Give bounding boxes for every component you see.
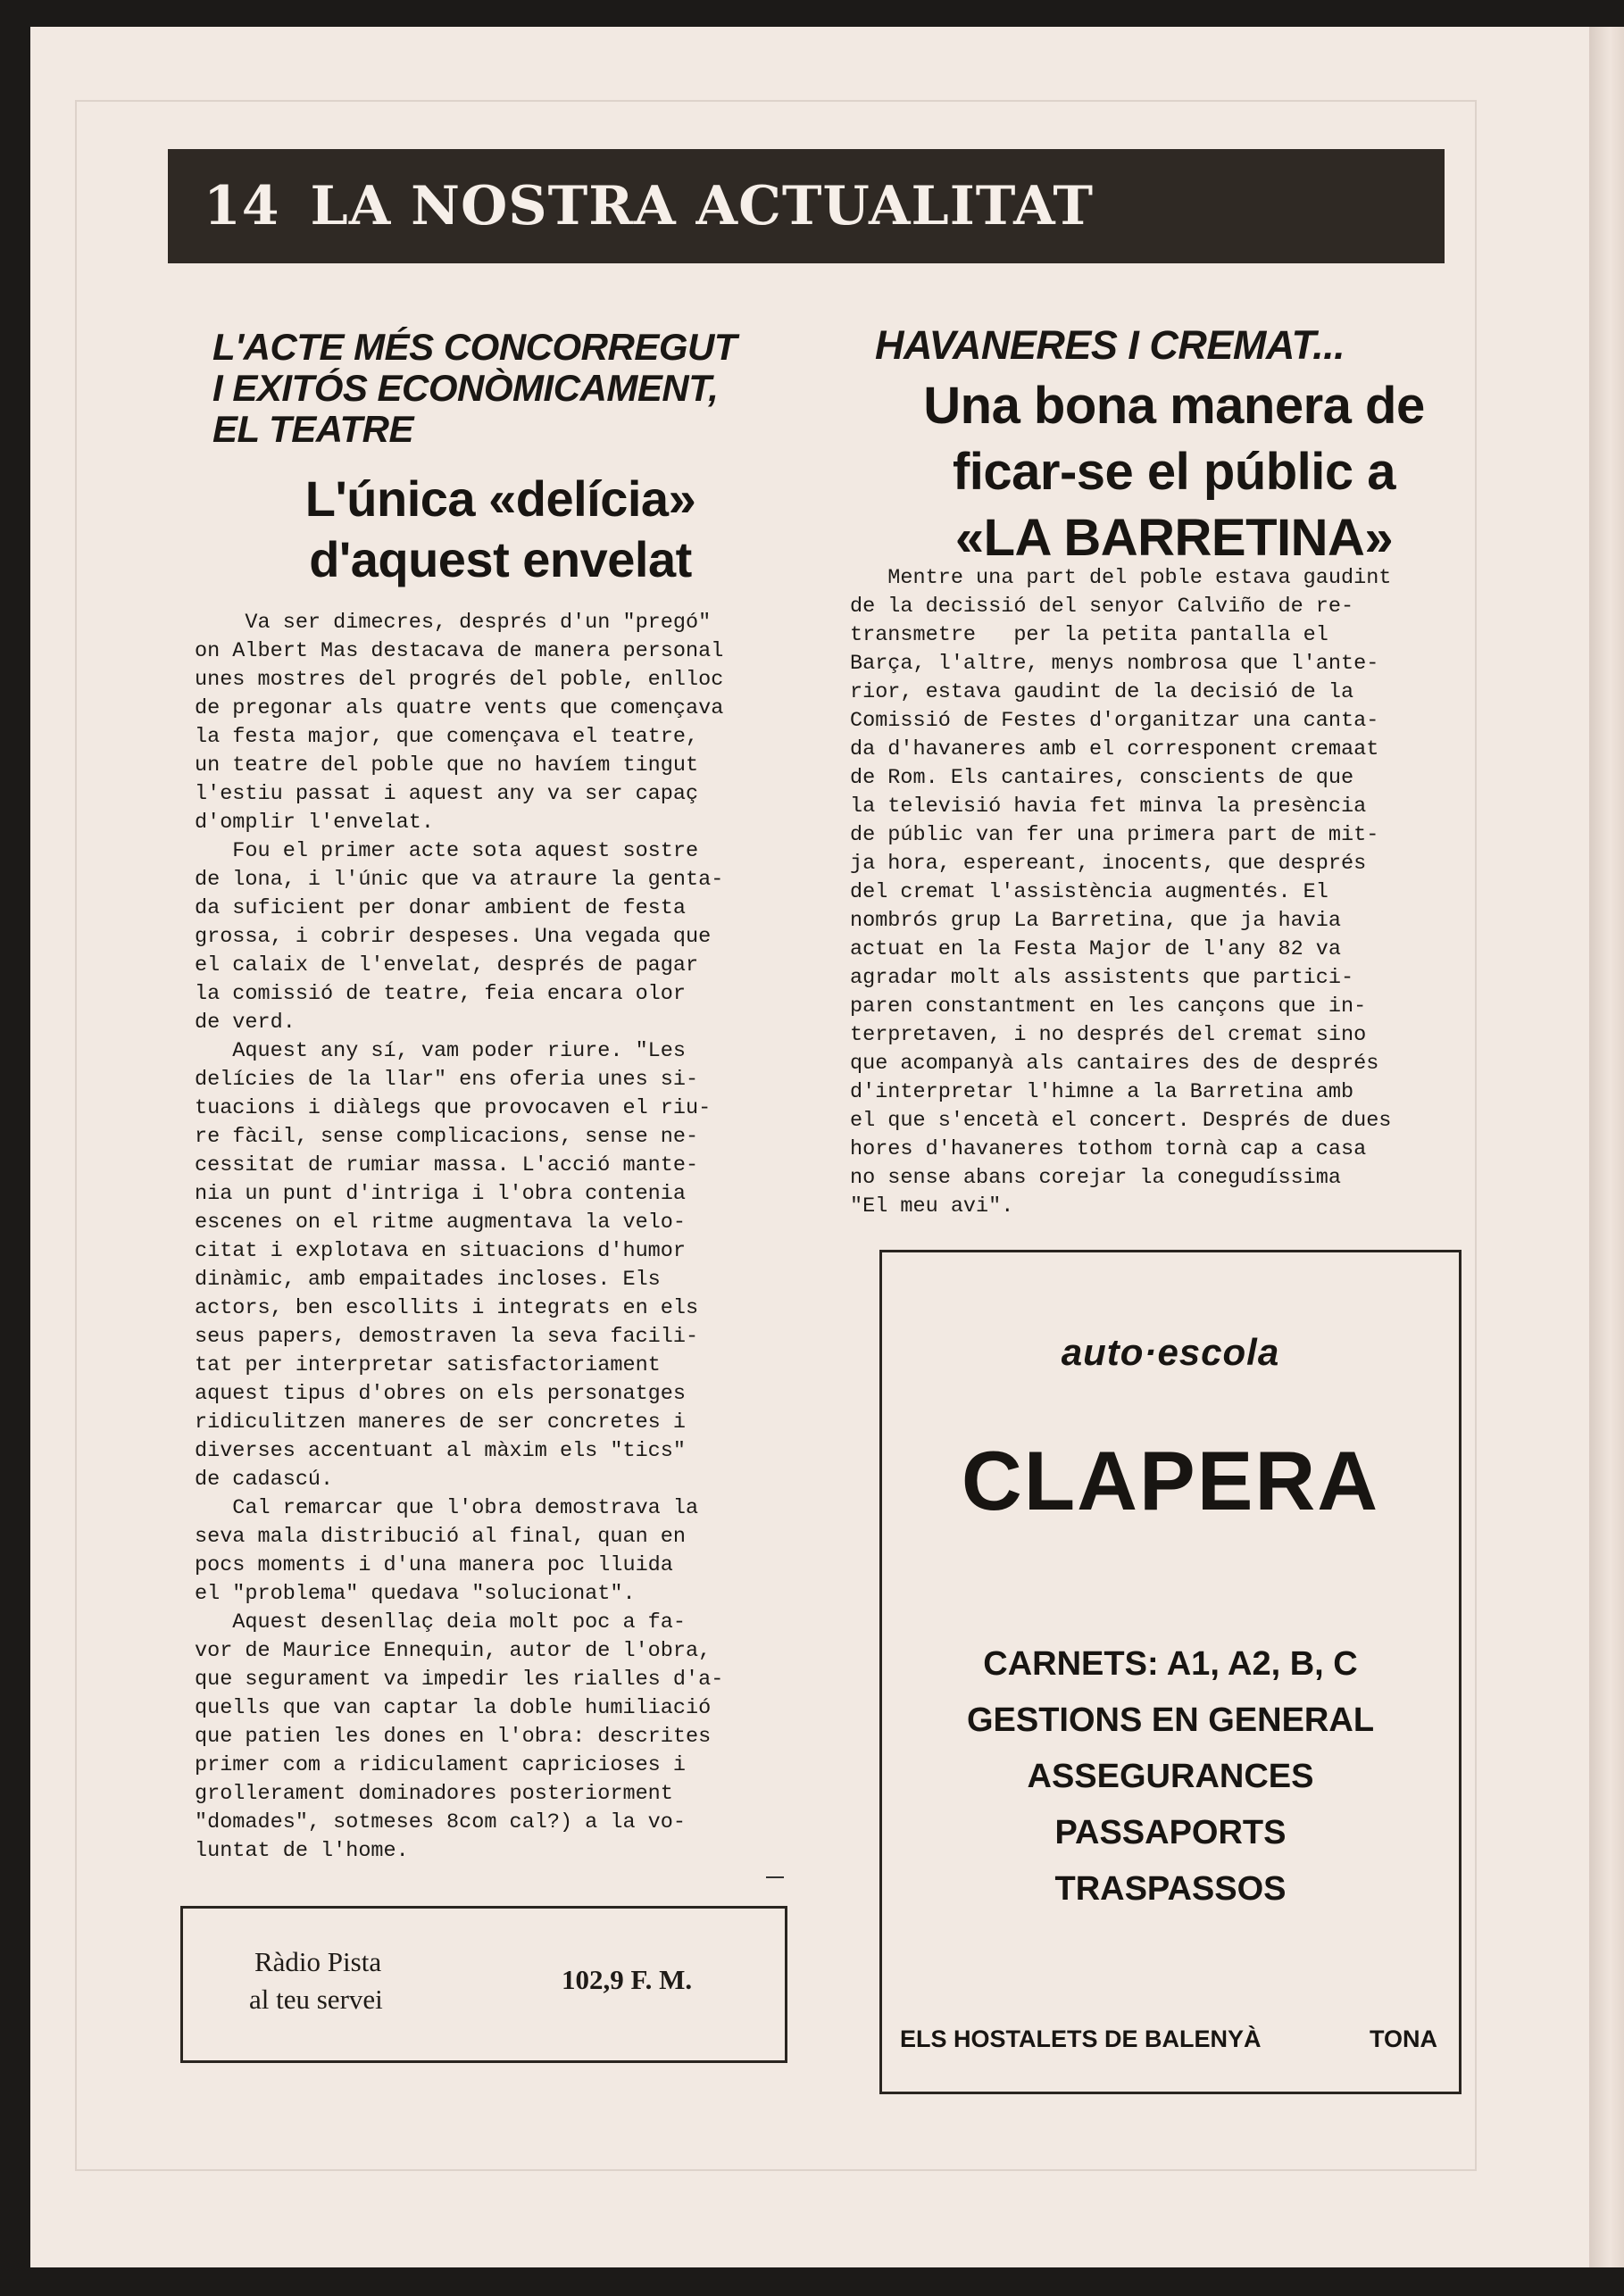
- text-line: Barça, l'altre, menys nombrosa que l'ante-: [850, 652, 1379, 676]
- text-line: Aquest desenllaç deia molt poc a fa-: [195, 1610, 686, 1635]
- radio-frequency: 102,9 F. M.: [562, 1964, 693, 1995]
- text-line: transmetre per la petita pantalla el: [850, 623, 1328, 647]
- text-line: la televisió havia fet minva la presència: [850, 794, 1367, 819]
- text-line: grollerament dominadores posteriorment: [195, 1782, 673, 1806]
- text-line: del cremat l'assistència augmentés. El: [850, 880, 1328, 904]
- ad-service: PASSAPORTS: [1054, 1814, 1287, 1851]
- right-headline-line: ficar-se el públic a: [952, 443, 1396, 501]
- text-line: el que s'encetà el concert. Després de dues: [850, 1109, 1392, 1133]
- right-headline: [870, 373, 1478, 571]
- text-line: de pregonar als quatre vents que començava: [195, 696, 724, 720]
- text-line: la comissió de teatre, feia encara olor: [195, 982, 686, 1006]
- text-line: un teatre del poble que no havíem tingut: [195, 753, 699, 778]
- text-line: Va ser dimecres, després d'un "pregó": [195, 611, 712, 635]
- right-headline-line: «LA BARRETINA»: [954, 509, 1394, 567]
- text-line: quells que van captar la doble humiliació: [195, 1696, 712, 1720]
- ad-service: GESTIONS EN GENERAL: [966, 1701, 1375, 1739]
- text-line: nombrós grup La Barretina, que ja havia: [850, 909, 1341, 933]
- text-line: da suficient per donar ambient de festa: [195, 896, 686, 920]
- text-line: on Albert Mas destacava de manera personal: [195, 639, 724, 663]
- left-kicker-line: EL TEATRE: [212, 408, 413, 450]
- text-line: delícies de la llar" ens oferia unes si-: [195, 1068, 699, 1092]
- radio-line-1: Ràdio Pista: [254, 1946, 382, 1977]
- text-line: que patien les dones en l'obra: descrites: [195, 1725, 712, 1749]
- text-line: "domades", sotmeses 8com cal?) a la vo-: [195, 1810, 686, 1834]
- text-line: no sense abans corejar la conegudíssima: [850, 1166, 1341, 1190]
- ad-brand: CLAPERA: [961, 1434, 1380, 1527]
- text-line: "El meu avi".: [850, 1194, 1014, 1219]
- radio-line-2: al teu servei: [249, 1984, 383, 2015]
- text-line: hores d'havaneres tothom tornà cap a casa: [850, 1137, 1367, 1161]
- right-headline-line: Una bona manera de: [923, 377, 1425, 435]
- text-line: seus papers, demostraven la seva facili-: [195, 1325, 699, 1349]
- section-banner: [168, 149, 1445, 263]
- text-line: aquest tipus d'obres on els personatges: [195, 1382, 686, 1406]
- ad-tagline: auto·escola: [1061, 1331, 1280, 1373]
- text-line: l'estiu passat i aquest any va ser capaç: [195, 782, 699, 806]
- text-line: pocs moments i d'una manera poc lluida: [195, 1553, 673, 1577]
- right-article-body: [850, 564, 1391, 1221]
- left-headline: [212, 469, 788, 590]
- ad-service: ASSEGURANCES: [1027, 1758, 1314, 1795]
- text-line: la festa major, que començava el teatre,: [195, 725, 699, 749]
- page-number: 14: [204, 175, 280, 237]
- ad-address: ELS HOSTALETS DE BALENYÀ: [900, 2026, 1262, 2052]
- text-line: de lona, i l'únic que va atraure la genta-: [195, 868, 724, 892]
- text-line: seva mala distribució al final, quan en: [195, 1525, 686, 1549]
- text-line: que acompanyà als cantaires des de després: [850, 1052, 1379, 1076]
- text-line: paren constantment en les cançons que in-: [850, 994, 1367, 1019]
- text-line: actuat en la Festa Major de l'any 82 va: [850, 937, 1341, 961]
- text-line: d'interpretar l'himne a la Barretina amb: [850, 1080, 1354, 1104]
- text-line: tuacions i diàlegs que provocaven el riu-: [195, 1096, 712, 1120]
- text-line: de Rom. Els cantaires, conscients de que: [850, 766, 1354, 790]
- text-line: Fou el primer acte sota aquest sostre: [195, 839, 699, 863]
- page-spine: [1589, 27, 1624, 2267]
- text-line: escenes on el ritme augmentava la velo-: [195, 1210, 686, 1235]
- text-line: Comissió de Festes d'organitzar una canta-: [850, 709, 1379, 733]
- text-line: cessitat de rumiar massa. L'acció mante-: [195, 1153, 699, 1177]
- text-line: Mentre una part del poble estava gaudint: [850, 566, 1392, 590]
- left-headline-line: d'aquest envelat: [309, 531, 692, 587]
- ad-town: TONA: [1369, 2026, 1437, 2052]
- text-line: Cal remarcar que l'obra demostrava la: [195, 1496, 699, 1520]
- text-line: dinàmic, amb empaitades incloses. Els: [195, 1268, 661, 1292]
- text-line: unes mostres del progrés del poble, enlloc: [195, 668, 724, 692]
- left-article-body: [195, 609, 723, 1866]
- left-kicker: [212, 327, 737, 450]
- text-line: de la decissió del senyor Calviño de re-: [850, 595, 1354, 619]
- text-line: que segurament va impedir les rialles d'a-: [195, 1668, 724, 1692]
- text-line: de públic van fer una primera part de mit-: [850, 823, 1379, 847]
- text-line: rior, estava gaudint de la decisió de la: [850, 680, 1354, 704]
- radio-pista-box: [180, 1906, 787, 2063]
- text-line: da d'havaneres amb el corresponent cremaat: [850, 737, 1379, 761]
- text-line: re fàcil, sense complicacions, sense ne-: [195, 1125, 699, 1149]
- left-kicker-line: I EXITÓS ECONÒMICAMENT,: [212, 367, 719, 409]
- text-line: tat per interpretar satisfactoriament: [195, 1353, 661, 1377]
- text-line: primer com a ridiculament capricioses i: [195, 1753, 686, 1777]
- text-line: ja hora, espereant, inocents, que després: [850, 852, 1367, 876]
- text-line: luntat de l'home.: [195, 1839, 409, 1863]
- text-line: diverses accentuant al màxim els "tics": [195, 1439, 686, 1463]
- ad-service: TRASPASSOS: [1054, 1870, 1287, 1908]
- text-line: nia un punt d'intriga i l'obra contenia: [195, 1182, 686, 1206]
- left-headline-line: L'única «delícia»: [304, 470, 696, 527]
- ad-service: CARNETS: A1, A2, B, C: [983, 1645, 1358, 1683]
- text-line: el calaix de l'envelat, després de pagar: [195, 953, 699, 977]
- text-line: agradar molt als assistents que partici-: [850, 966, 1354, 990]
- text-line: d'omplir l'envelat.: [195, 811, 434, 835]
- text-line: grossa, i cobrir despeses. Una vegada que: [195, 925, 712, 949]
- auto-escola-ad: [879, 1250, 1462, 2094]
- text-line: ridiculitzen maneres de ser concretes i: [195, 1410, 686, 1435]
- divider-dash: [766, 1876, 784, 1878]
- text-line: vor de Maurice Ennequin, autor de l'obra,: [195, 1639, 712, 1663]
- right-kicker: HAVANERES I CREMAT...: [875, 322, 1345, 368]
- text-line: de cadascú.: [195, 1468, 334, 1492]
- section-title: LA NOSTRA ACTUALITAT: [310, 175, 1095, 237]
- left-kicker-line: L'ACTE MÉS CONCORREGUT: [212, 326, 737, 368]
- text-line: actors, ben escollits i integrats en els: [195, 1296, 699, 1320]
- text-line: el "problema" quedava "solucionat".: [195, 1582, 636, 1606]
- text-line: Aquest any sí, vam poder riure. "Les: [195, 1039, 686, 1063]
- text-line: de verd.: [195, 1011, 296, 1035]
- text-line: terpretaven, i no després del cremat sino: [850, 1023, 1367, 1047]
- text-line: citat i explotava en situacions d'humor: [195, 1239, 686, 1263]
